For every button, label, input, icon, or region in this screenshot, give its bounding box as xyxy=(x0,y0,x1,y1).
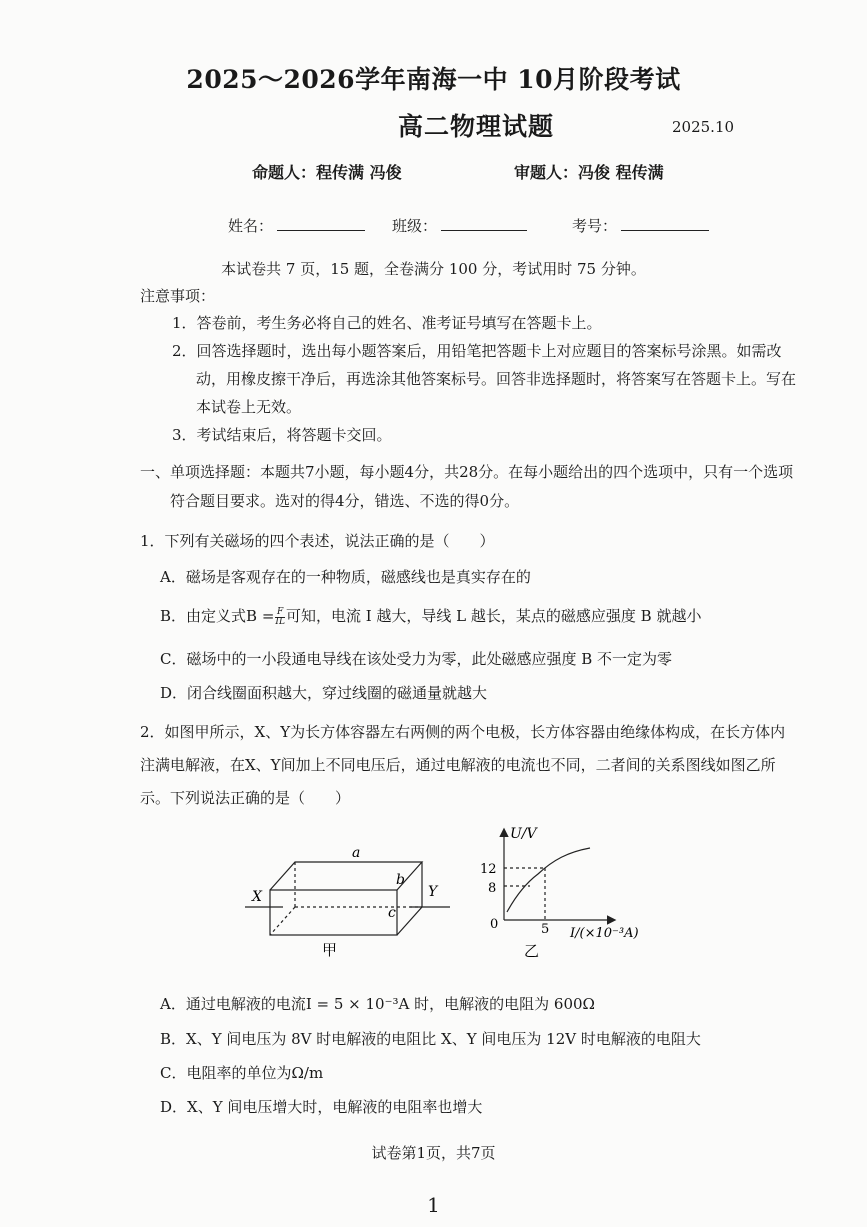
q2-option-a: A．通过电解液的电流I = 5 × 10⁻³A 时，电解液的电阻为 600Ω xyxy=(160,995,595,1013)
page-number: 1 xyxy=(427,1193,440,1217)
q1-option-d: D．闭合线圈面积越大，穿过线圈的磁通量就越大 xyxy=(160,684,488,702)
guide-lines xyxy=(504,868,545,920)
name-blank xyxy=(277,216,365,231)
exam-date: 2025.10 xyxy=(672,118,735,136)
electrode-x-label: X xyxy=(252,889,262,905)
q1-option-c: C．磁场中的一小段通电导线在该处受力为零，此处磁感应强度 B 不一定为零 xyxy=(160,650,673,668)
q1-fraction-numerator: F xyxy=(277,606,284,617)
setters: 命题人：程传满 冯俊 xyxy=(252,163,402,182)
figure-jia-caption: 甲 xyxy=(322,941,338,959)
exam-info: 本试卷共 7 页，15 题，全卷满分 100 分，考试用时 75 分钟。 xyxy=(221,260,646,278)
q2-option-b: B．X、Y 间电压为 8V 时电解液的电阻比 X、Y 间电压为 12V 时电解液的电阻大 xyxy=(160,1030,701,1048)
q1-stem: 1．下列有关磁场的四个表述，说法正确的是（ ） xyxy=(140,532,495,550)
u-tick-8: 8 xyxy=(488,881,497,896)
notice-item-3: 3．考试结束后，将答题卡交回。 xyxy=(172,426,392,444)
class-field xyxy=(392,215,527,236)
q1-option-b-prefix: B．由定义式B = xyxy=(160,607,275,625)
u-i-curve xyxy=(507,848,590,912)
origin-label: 0 xyxy=(490,917,499,932)
section-1-heading: 一、单项选择题：本题共7小题，每小题4分，共28分。在每小题给出的四个选项中，只有一个选项符合题目要求。选对的得4分，错选、不选的得0分。 xyxy=(140,463,794,510)
id-label: 考号： xyxy=(572,217,618,235)
page-footer: 试卷第1页，共7页 xyxy=(371,1144,496,1162)
i-axis-label: I/(×10⁻³A) xyxy=(570,926,639,941)
figure-yi xyxy=(478,822,648,962)
edge-a-label: a xyxy=(352,845,361,861)
notice-item-1: 1．答卷前，考生务必将自己的姓名、准考证号填写在答题卡上。 xyxy=(172,314,602,332)
q1-option-a: A．磁场是客观存在的一种物质，磁感线也是真实存在的 xyxy=(160,568,531,586)
q1-fraction xyxy=(275,608,285,627)
q1-fraction-denominator: IL xyxy=(275,616,285,627)
u-axis-label: U/V xyxy=(510,826,537,842)
id-field xyxy=(572,215,709,236)
q2-option-d: D．X、Y 间电压增大时，电解液的电阻率也增大 xyxy=(160,1098,483,1116)
box-front-face xyxy=(270,890,397,935)
q2-stem: 2．如图甲所示，X、Y为长方体容器左右两侧的两个电极，长方体容器由绝缘体构成，在长方体内注满电解液，在X、Y间加上不同电压后，通过电解液的电流也不同，二者间的关系图线如图乙所示。下列说法正确的是（ ） xyxy=(140,723,786,807)
name-field xyxy=(228,215,365,236)
q2-option-c: C．电阻率的单位为Ω/m xyxy=(160,1064,324,1082)
figure-jia xyxy=(240,840,455,960)
exam-title: 2025～2026学年南海一中 10月阶段考试 xyxy=(186,65,681,94)
figure-yi-caption: 乙 xyxy=(524,942,540,960)
q1-option-b-suffix: 可知，电流 I 越大，导线 L 越长，某点的磁感应强度 B 就越小 xyxy=(285,607,702,625)
notice-item-2: 2．回答选择题时，选出每小题答案后，用铅笔把答题卡上对应题目的答案标号涂黑。如需改动，用橡皮擦干净后，再选涂其他答案标号。回答非选择题时，将答案写在答题卡上。写在本试卷上无效。 xyxy=(172,342,797,416)
electrode-y-label: Y xyxy=(428,884,438,900)
class-blank xyxy=(441,216,527,231)
edge-c-label: c xyxy=(388,905,396,921)
reviewers: 审题人：冯俊 程传满 xyxy=(514,163,664,182)
exam-subtitle: 高二物理试题 xyxy=(398,112,555,141)
edge-b-label: b xyxy=(396,872,405,888)
i-tick-5: 5 xyxy=(541,922,550,937)
id-blank xyxy=(621,216,709,231)
notice-title: 注意事项： xyxy=(140,287,216,305)
name-label: 姓名： xyxy=(228,217,274,235)
u-tick-12: 12 xyxy=(480,862,497,877)
q1-option-b xyxy=(160,605,701,627)
class-label: 班级： xyxy=(392,217,438,235)
